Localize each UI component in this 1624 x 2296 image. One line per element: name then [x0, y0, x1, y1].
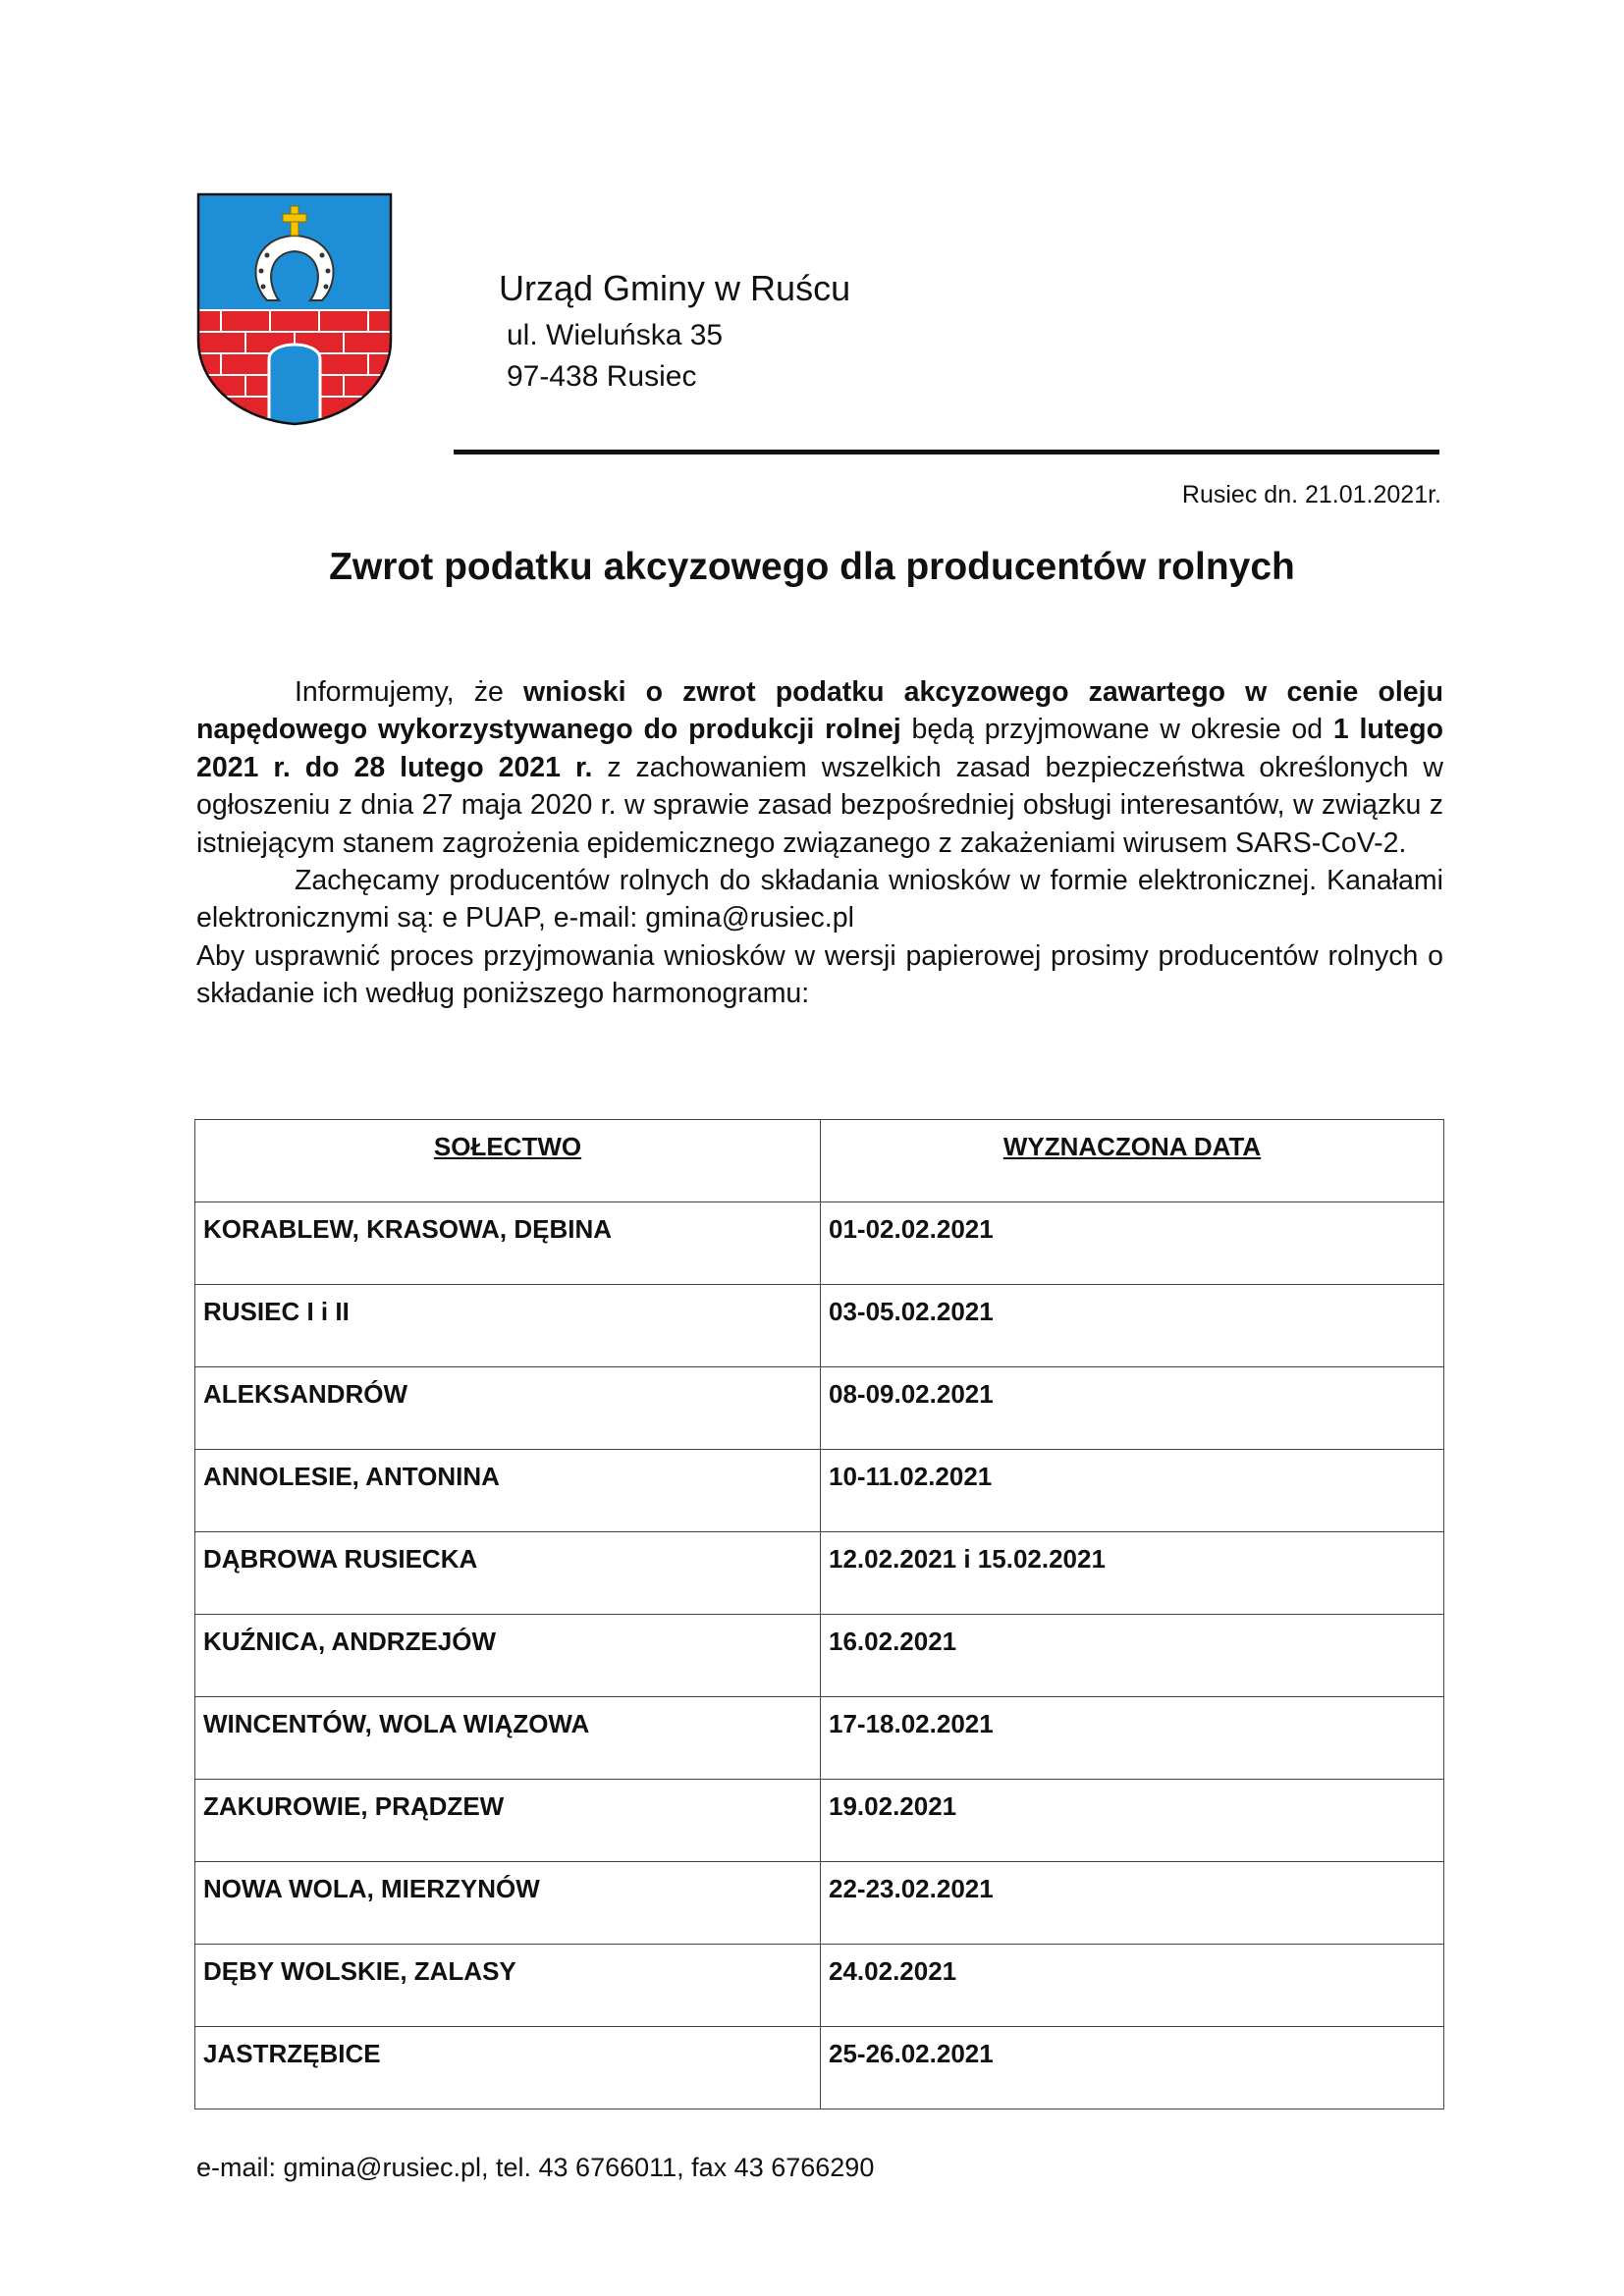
footer-contact: e-mail: gmina@rusiec.pl, tel. 43 6766011, fax 43 6766290 — [196, 2153, 875, 2182]
p1-bold-period: 1 lutego 2021 r. do 28 lutego 2021 r. — [196, 714, 1443, 783]
table-cell-village: JASTRZĘBICE — [195, 2027, 821, 2109]
document-date: Rusiec dn. 21.01.2021r. — [1181, 481, 1441, 508]
paragraph-3: Aby usprawnić proces przyjmowania wniosków w wersji papierowej prosimy producentów rolnych o składanie ich według poniższego harmonogramu: — [196, 939, 1443, 1010]
table-cell-date: 01-02.02.2021 — [821, 1202, 1444, 1285]
table-cell-village: NOWA WOLA, MIERZYNÓW — [195, 1862, 821, 1945]
table-cell-village: KUŹNICA, ANDRZEJÓW — [195, 1615, 821, 1697]
table-cell-date: 22-23.02.2021 — [821, 1862, 1444, 1945]
table-cell-village: ALEKSANDRÓW — [195, 1367, 821, 1450]
table-row — [195, 1285, 1444, 1367]
table-cell-date: 08-09.02.2021 — [821, 1367, 1444, 1450]
table-header-row — [195, 1120, 1444, 1202]
column-header-date: WYZNACZONA DATA — [821, 1120, 1444, 1202]
p1-tail: z zachowaniem wszelkich zasad bezpieczeństwa określonych w ogłoszeniu z dnia 27 maja 2020 r. w sprawie zasad bezpośredniej obsługi interesantów, w związku z istniejącym stanem zagrożenia epidemicznego związanego z zakażeniami wirusem SARS-CoV-2. — [196, 751, 1443, 859]
paragraph-2: Zachęcamy producentów rolnych do składania wniosków w formie elektronicznej. Kanałami elektronicznymi są: e PUAP, e-mail: gmina@rusiec.pl — [196, 865, 1443, 934]
table-cell-date: 10-11.02.2021 — [821, 1450, 1444, 1532]
table-cell-date: 03-05.02.2021 — [821, 1285, 1444, 1367]
table-row — [195, 1615, 1444, 1697]
table-cell-date: 17-18.02.2021 — [821, 1697, 1444, 1780]
table-row — [195, 1862, 1444, 1945]
office-name: Urząd Gminy w Ruścu — [499, 268, 851, 308]
table-cell-village: DĄBROWA RUSIECKA — [195, 1532, 821, 1615]
table-cell-village: WINCENTÓW, WOLA WIĄZOWA — [195, 1697, 821, 1780]
table-row — [195, 1780, 1444, 1862]
table-row — [195, 1945, 1444, 2027]
coat-of-arms-icon — [196, 192, 393, 426]
document-body — [196, 673, 1443, 1013]
table-row — [195, 2027, 1444, 2109]
table-cell-village: KORABLEW, KRASOWA, DĘBINA — [195, 1202, 821, 1285]
table-cell-date: 19.02.2021 — [821, 1780, 1444, 1862]
table-cell-village: ZAKUROWIE, PRĄDZEW — [195, 1780, 821, 1862]
table-cell-date: 24.02.2021 — [821, 1945, 1444, 2027]
paragraph-1 — [196, 673, 1443, 862]
p1-bold-subject: wnioski o zwrot podatku akcyzowego zawartego w cenie oleju napędowego wykorzystywanego do produkcji rolnej — [196, 676, 1443, 746]
table-row — [195, 1450, 1444, 1532]
p1-lead: Informujemy, że — [295, 676, 523, 708]
p1-mid: będą przyjmowane w okresie od — [900, 714, 1333, 746]
table-cell-date: 25-26.02.2021 — [821, 2027, 1444, 2109]
table-row — [195, 1697, 1444, 1780]
table-cell-date: 12.02.2021 i 15.02.2021 — [821, 1532, 1444, 1615]
table-row — [195, 1367, 1444, 1450]
office-postal-city: 97-438 Rusiec — [507, 360, 697, 393]
table-cell-village: RUSIEC I i II — [195, 1285, 821, 1367]
header-divider — [454, 450, 1439, 454]
table-cell-date: 16.02.2021 — [821, 1615, 1444, 1697]
office-street: ul. Wieluńska 35 — [507, 319, 724, 351]
document-title: Zwrot podatku akcyzowego dla producentów rolnych — [329, 546, 1295, 588]
table-cell-village: ANNOLESIE, ANTONINA — [195, 1450, 821, 1532]
column-header-solectwo: SOŁECTWO — [195, 1120, 821, 1202]
schedule-table — [194, 1119, 1444, 2109]
table-row — [195, 1532, 1444, 1615]
table-row — [195, 1202, 1444, 1285]
table-cell-village: DĘBY WOLSKIE, ZALASY — [195, 1945, 821, 2027]
